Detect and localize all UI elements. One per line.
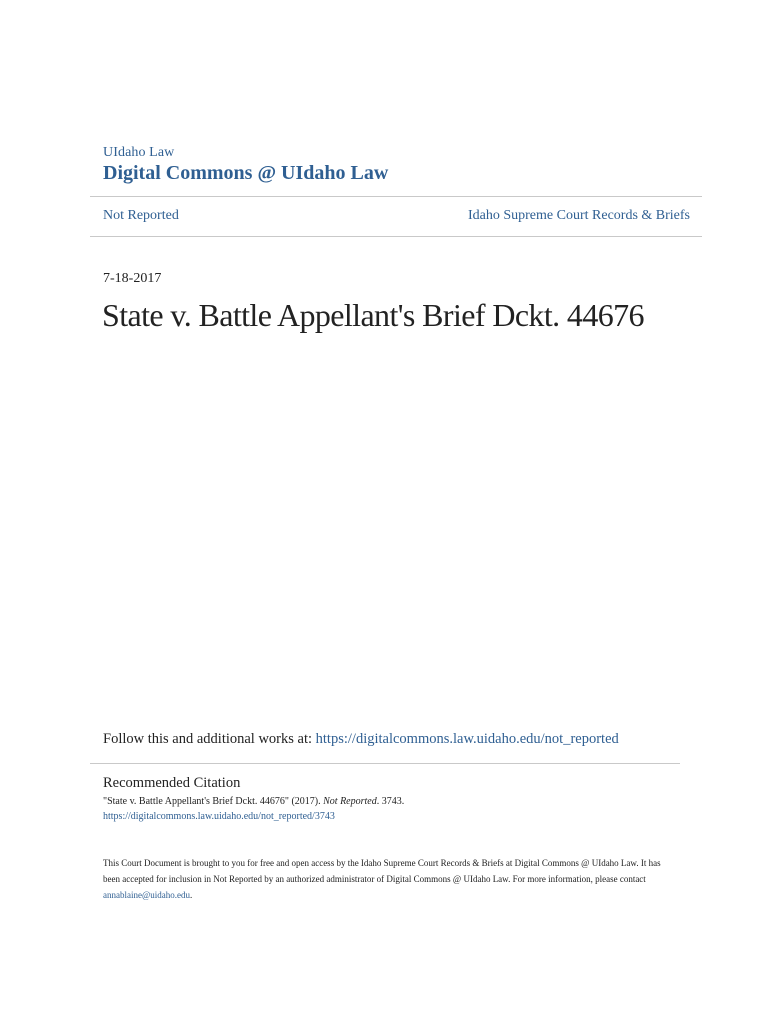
collection-link-records-briefs[interactable]: Idaho Supreme Court Records & Briefs	[467, 208, 690, 223]
citation-text-before: "State v. Battle Appellant's Brief Dckt. 44676" (2017).	[103, 796, 324, 807]
divider	[90, 763, 680, 764]
notice-end: .	[190, 890, 193, 900]
document-date: 7-18-2017	[103, 271, 162, 286]
contact-email-link[interactable]: annablaine@uidaho.edu	[103, 890, 191, 900]
document-title: State v. Battle Appellant's Brief Dckt. 44676	[102, 297, 644, 333]
institution-link[interactable]: UIdaho Law	[103, 145, 175, 160]
divider	[90, 196, 702, 197]
access-notice	[103, 855, 678, 903]
follow-url-link[interactable]: https://digitalcommons.law.uidaho.edu/not_reported	[315, 731, 619, 747]
collection-link-not-reported[interactable]: Not Reported	[103, 208, 179, 223]
citation-url-link[interactable]: https://digitalcommons.law.uidaho.edu/not_reported/3743	[103, 811, 335, 822]
recommended-citation-heading: Recommended Citation	[103, 775, 241, 791]
notice-text: This Court Document is brought to you for free and open access by the Idaho Supreme Court Records & Briefs at Digital Commons @ UIdaho Law. It has been accepted for inclusion in Not Reported by an authorized administrator of Digital Commons @ UIdaho Law. For more information, please contact	[103, 858, 661, 884]
citation-text	[103, 796, 404, 807]
follow-line	[103, 731, 619, 748]
citation-series: Not Reported	[323, 796, 377, 807]
repository-link[interactable]: Digital Commons @ UIdaho Law	[103, 162, 389, 184]
citation-text-after: . 3743.	[376, 796, 405, 807]
divider	[90, 236, 702, 237]
follow-text: Follow this and additional works at:	[103, 731, 316, 747]
